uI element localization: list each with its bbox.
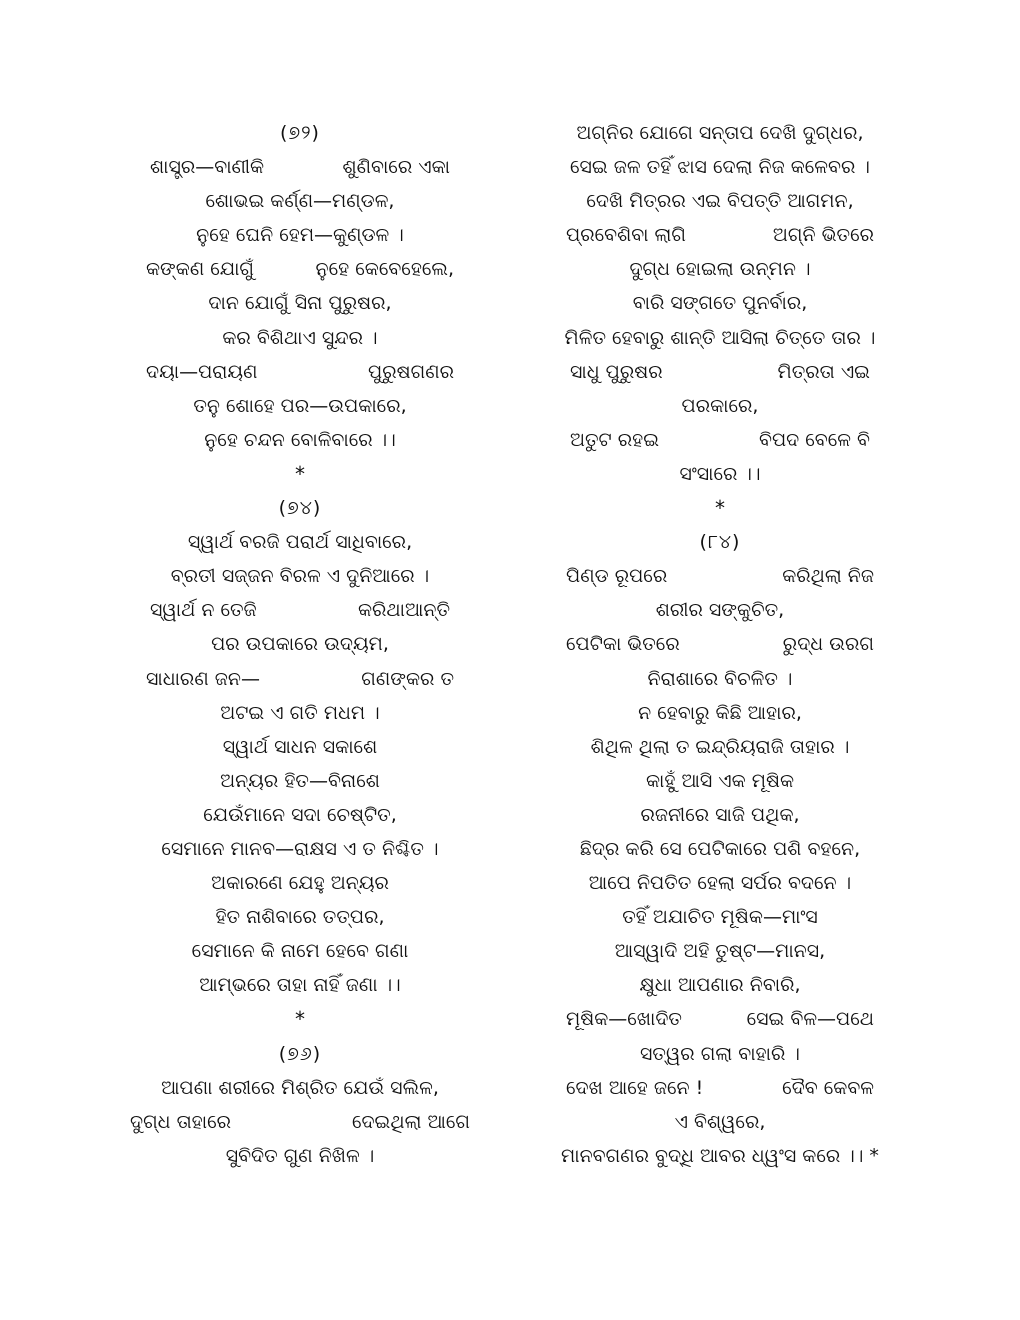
verse-number-76: (୭୬) [278, 1042, 322, 1065]
verse-line-part: ମୂଷିକ—ଖୋଦିତ [566, 1008, 682, 1031]
verse-line: ସତ୍ୱର ଗଲା ବାହାରି । [640, 1042, 800, 1065]
verse-line: କର ବିଶିଥାଏ ସୁନ୍ଦର । [222, 326, 378, 349]
verse-line [510, 1002, 930, 1036]
verse-line: ସ୍ୱାର୍ଥ ସାଧନ ସକାଶେ [222, 735, 378, 758]
verse-line: ଆସ୍ୱାଦି ଅହି ତୁଷ୍ଟ—ମାନସ, [614, 940, 826, 963]
verse-line: ସ୍ୱାର୍ଥ ବରଜି ପରାର୍ଥ ସାଧିବାରେ, [187, 531, 413, 554]
verse-line-part: ମିତ୍ରତା ଏଇ [777, 360, 870, 383]
verse-line: ମିଳିତ ହେବାରୁ ଶାନ୍ତି ଆସିଲା ଚିତ୍ତେ ତାର । [564, 326, 876, 349]
verse-line: ଦେଖି ମିତ୍ରର ଏଇ ବିପତ୍ତି ଆଗମନ, [586, 190, 854, 213]
verse-line: ଶିଥିଳ ଥିଲା ତ ଇନ୍ଦ୍ରିୟରାଜି ତାହାର । [590, 735, 850, 758]
verse-line: ଆପଣା ଶରୀରେ ମିଶ୍ରିତ ଯେଉଁ ସଲିଳ, [161, 1076, 439, 1099]
verse-line: ଦାନ ଯୋଗୁଁ ସିନା ପୁରୁଷର, [208, 292, 392, 315]
verse-line [510, 559, 930, 593]
verse-line-part: ଦେଖ ଆହେ ଜନେ ! [566, 1076, 704, 1099]
verse-line-part: ଅତୁଟ ରହଇ [570, 428, 660, 451]
verse-line: ଅଗ୍ନିର ଯୋଗେ ସନ୍ତାପ ଦେଖି ଦୁଗ୍ଧର, [576, 122, 864, 144]
verse-line: ରଜନୀରେ ସାଜି ପଥିକ, [640, 803, 800, 826]
verse-line: ବାରି ସଙ୍ଗତେ ପୁନର୍ବାର, [632, 292, 808, 315]
verse-line [510, 218, 930, 252]
verse-line: ସଂସାରେ ।। [679, 462, 761, 485]
verse-line: ନୁହେ ଘେନି ହେମ—କୁଣ୍ଡଳ । [196, 224, 404, 247]
verse-number-72: (୭୨) [280, 122, 320, 144]
verse-line-part: ଶୁଣିବାରେ ଏକା [342, 156, 450, 179]
verse-line-part: ଗଣଙ୍କର ତ [361, 667, 454, 690]
verse-line [90, 662, 510, 696]
verse-line: ଦୁଗ୍ଧ ହୋଇଲା ଉନ୍ମନ । [629, 258, 811, 281]
verse-line: ତହିଁ ଅଯାଚିତ ମୂଷିକ—ମାଂସ [622, 906, 818, 929]
verse-line: ଅଟଇ ଏ ଗତି ମଧମ । [220, 701, 380, 724]
verse-line-part: ସ୍ୱାର୍ଥ ନ ତେଜି [150, 599, 257, 622]
verse-line: କାହୁଁ ଆସି ଏକ ମୂଷିକ [645, 769, 795, 792]
verse-line [510, 355, 930, 389]
verse-line: ଯେଉଁମାନେ ସଦା ଚେଷ୍ଟିତ, [203, 803, 397, 826]
verse-line: ପର ଉପକାରେ ଉଦ୍ୟମ, [211, 633, 389, 656]
verse-line [90, 150, 510, 184]
left-column [90, 116, 510, 1173]
verse-line: ତନୁ ଶୋହେ ପର—ଉପକାରେ, [193, 394, 407, 417]
verse-line: ସେମାନେ ମାନବ—ରାକ୍ଷସ ଏ ତ ନିଶ୍ଚିତ । [161, 837, 439, 860]
verse-line-part: ବିପଦ ବେଳେ ବି [759, 428, 870, 451]
verse-separator: * [715, 496, 725, 521]
verse-line: ବ୍ରତୀ ସଜ୍ଜନ ବିରଳ ଏ ଦୁନିଆରେ । [170, 565, 430, 588]
verse-line: ଛିଦ୍ର କରି ସେ ପେଟିକାରେ ପଶି ବହନେ, [579, 837, 861, 860]
verse-separator: * [295, 1007, 305, 1032]
verse-line [510, 1071, 930, 1105]
verse-number-74: (୭୪) [278, 497, 322, 520]
verse-line: ଅନ୍ୟର ହିତ—ବିନାଶେ [220, 769, 380, 792]
verse-line-part: ଶାସ୍ତ୍ର—ବାଣୀକି [150, 156, 265, 179]
verse-line-part: ଦୁଗ୍ଧ ତାହାରେ [130, 1110, 232, 1133]
verse-line-part: ଦୈବ କେବଳ [782, 1076, 874, 1099]
verse-line: ଆପେ ନିପତିତ ହେଲା ସର୍ପର ବଦନେ । [588, 872, 852, 895]
verse-line: ପରକାରେ, [681, 394, 759, 417]
verse-line-part: ପିଣ୍ଡ ରୂପରେ [566, 565, 668, 588]
verse-separator: * [295, 461, 305, 486]
verse-line-part: ଦୟା—ପରାୟଣ [146, 360, 258, 383]
verse-line: ସୁବିଦିତ ଗୁଣ ନିଖିଳ । [225, 1144, 375, 1167]
verse-line-part: କରିଥିଲା ନିଜ [782, 565, 874, 588]
verse-line-part: ପୁରୁଷଗଣର [368, 360, 454, 383]
verse-line: କ୍ଷୁଧା ଆପଣାର ନିବାରି, [639, 974, 801, 997]
verse-line: ନ ହେବାରୁ କିଛି ଆହାର, [638, 701, 802, 724]
verse-line: ସେଇ ଜଳ ତହିଁ ଝାସ ଦେଲା ନିଜ କଳେବର । [570, 156, 870, 179]
verse-line: ଶୋଭଇ କର୍ଣ୍ଣ—ମଣ୍ଡଳ, [205, 190, 395, 213]
verse-line-part: କରିଥାଆନ୍ତି [357, 599, 450, 622]
verse-line-part: ଦେଇଥିଲା ଆଗେ [351, 1110, 470, 1133]
right-column [510, 116, 930, 1173]
verse-line: ଶରୀର ସଙ୍କୁଚିତ, [655, 599, 785, 622]
verse-line [510, 627, 930, 661]
verse-line [90, 1105, 510, 1139]
verse-line-part: ପେଟିକା ଭିତରେ [566, 633, 680, 656]
verse-line-part: ନୁହେ କେବେହେଲେ, [315, 258, 454, 281]
verse-line-part: ପ୍ରବେଶିବା ଲାଗି [566, 224, 687, 247]
verse-line-part: ସେଇ ବିଳ—ପଥେ [746, 1008, 874, 1031]
verse-line-part: ଅଗ୍ନି ଭିତରେ [772, 224, 874, 247]
verse-line: ମାନବଗଣର ବୁଦ୍ଧି ଆବର ଧ୍ୱଂସ କରେ ।। * [561, 1144, 879, 1167]
verse-line-part: ରୁଦ୍ଧ ଉରଗ [782, 633, 874, 656]
verse-line [90, 355, 510, 389]
verse-line: ସେମାନେ କି ନାମେ ହେବେ ଗଣା [191, 940, 409, 963]
verse-line [90, 593, 510, 627]
verse-line-part: ସାଧାରଣ ଜନ— [146, 667, 260, 690]
verse-line: ଏ ବିଶ୍ୱରେ, [674, 1110, 766, 1133]
verse-line: ହିତ ନାଶିବାରେ ତତ୍ପର, [215, 906, 385, 929]
verse-line: ନିରାଶାରେ ବିଚଳିତ । [647, 667, 793, 690]
verse-line-part: କଙ୍କଣ ଯୋଗୁଁ [146, 258, 255, 281]
verse-line: ଆମ୍ଭରେ ତାହା ନାହିଁ ଜଣା ।। [199, 974, 401, 997]
verse-number-84: (୮୪) [699, 531, 741, 554]
verse-line-part: ସାଧୁ ପୁରୁଷର [570, 360, 663, 383]
verse-line: ନୁହେ ଚନ୍ଦନ ବୋଳିବାରେ ।। [204, 428, 396, 451]
verse-line [510, 423, 930, 457]
verse-line: ଅକାରଣେ ଯେହୁ ଅନ୍ୟର [211, 872, 389, 895]
verse-line [90, 252, 510, 286]
